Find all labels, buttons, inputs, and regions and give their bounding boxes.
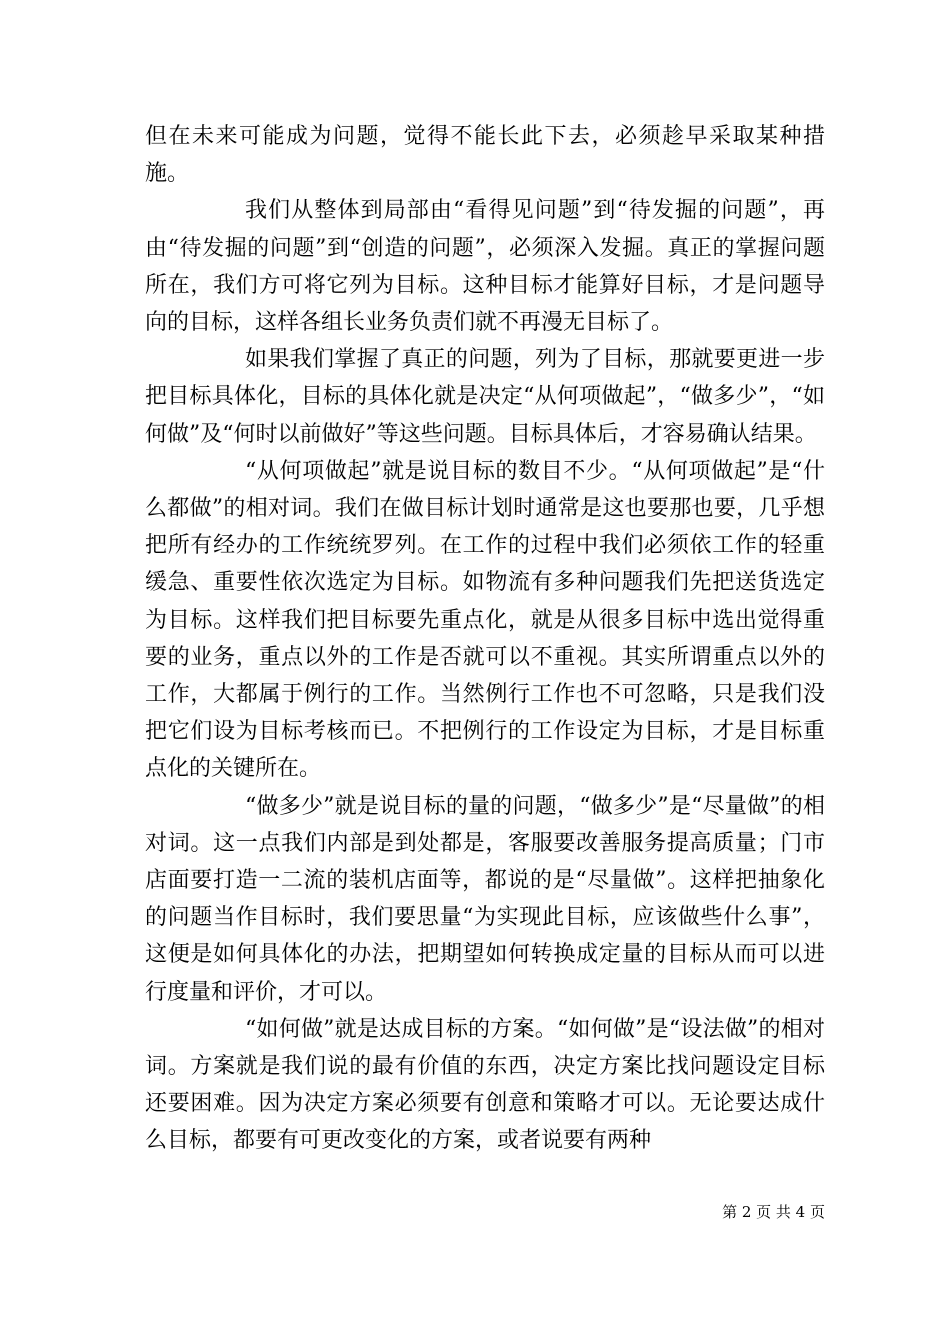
paragraph-2: 我们从整体到局部由“看得见问题”到“待发掘的问题”，再由“待发掘的问题”到“创造的问题”，必须深入发掘。真正的掌握问题所在，我们方可将它列为目标。这种目标才能算好目标，才是问题导向的目标，这样各组长业务负责们就不再漫无目标了。 [145, 198, 825, 336]
paragraph-4: “从何项做起”就是说目标的数目不少。“从何项做起”是“什么都做”的相对词。我们在做目标计划时通常是这也要那也要，几乎想把所有经办的工作统统罗列。在工作的过程中我们必须依工作的轻重缓急、重要性依次选定为目标。如物流有多种问题我们先把送货选定为目标。这样我们把目标要先重点化，就是从很多目标中选出觉得重要的业务，重点以外的工作是否就可以不重视。其实所谓重点以外的工作，大都属于例行的工作。当然例行工作也不可忽略，只是我们没把它们设为目标考核而已。不把例行的工作设定为目标，才是目标重点化的关键所在。 [145, 458, 825, 782]
page-footer: 第 2 页 共 4 页 [722, 1203, 825, 1221]
paragraph-5: “做多少”就是说目标的量的问题，“做多少”是“尽量做”的相对词。这一点我们内部是到处都是，客服要改善服务提高质量；门市店面要打造一二流的装机店面等，都说的是“尽量做”。这样把抽象化的问题当作目标时，我们要思量“为实现此目标，应该做些什么事”，这便是如何具体化的办法，把期望如何转换成定量的目标从而可以进行度量和评价，才可以。 [145, 793, 825, 1005]
paragraph-3: 如果我们掌握了真正的问题，列为了目标，那就要更进一步把目标具体化，目标的具体化就是决定“从何项做起”，“做多少”，“如何做”及“何时以前做好”等这些问题。目标具体后，才容易确认结果。 [145, 347, 825, 447]
body-text [145, 118, 825, 1160]
paragraph-6: “如何做”就是达成目标的方案。“如何做”是“设法做”的相对词。方案就是我们说的最有价值的东西，决定方案比找问题设定目标还要困难。因为决定方案必须要有创意和策略才可以。无论要达成什么目标，都要有可更改变化的方案，或者说要有两种 [145, 1016, 825, 1154]
paragraph-1: 但在未来可能成为问题，觉得不能长此下去，必须趁早采取某种措施。 [145, 124, 825, 187]
